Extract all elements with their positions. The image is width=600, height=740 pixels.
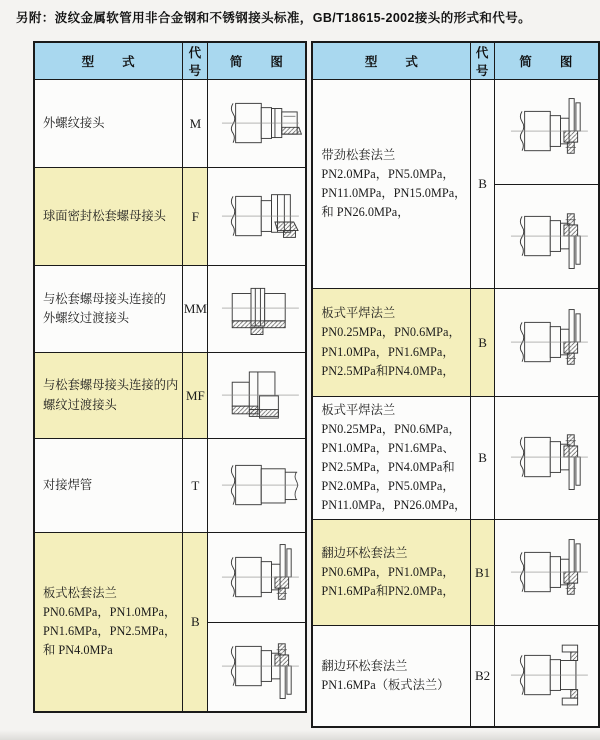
header-cell-type: 型 式 [34, 42, 183, 80]
diagram-cell [208, 168, 306, 266]
type-text-line: 和 PN26.0MPa， [321, 205, 410, 220]
diagram-flange-bolt-up [499, 537, 593, 609]
table-row [312, 397, 599, 520]
diagram-cell [494, 185, 599, 289]
type-text-line: PN1.0MPa，PN1.6MPa， [321, 344, 455, 359]
type-cell [34, 80, 183, 168]
diagram-cell [208, 623, 306, 713]
code-cell: M [183, 80, 208, 168]
type-text-line: PN0.6MPa，PN1.0MPa， [321, 565, 455, 580]
type-text-line: PN0.25MPa，PN0.6MPa， [321, 325, 461, 340]
diagram-flange-bolt-up [499, 307, 593, 379]
table-row [34, 266, 306, 353]
diagram-wrap [495, 397, 598, 519]
type-text-line: 对接焊管 [43, 477, 93, 492]
code-cell: F [183, 168, 208, 266]
diagram-cell [208, 439, 306, 533]
code-cell: B [183, 533, 208, 713]
diagram-wrap [495, 626, 598, 726]
diagram-cell [494, 289, 599, 397]
table-row [34, 168, 306, 266]
diagram-wrap [208, 168, 305, 265]
type-text-line: 和 PN4.0MPa [43, 643, 113, 658]
table-row [34, 439, 306, 533]
type-text-line: 螺纹过渡接头 [43, 397, 117, 412]
table-row [312, 289, 599, 397]
diagram-loose-nut [210, 181, 304, 253]
diagram-cell [494, 520, 599, 626]
type-cell [34, 533, 183, 713]
diagram-cell [494, 626, 599, 728]
code-cell: MM [183, 266, 208, 353]
diagram-flange-flare-ring [499, 640, 593, 712]
code-cell: B [471, 289, 494, 397]
diagram-cell [208, 353, 306, 439]
type-text-line: 带劲松套法兰 [321, 147, 396, 162]
header-cell-diagram: 简 图 [208, 42, 306, 80]
type-cell [34, 439, 183, 533]
fitting-tables [33, 41, 600, 728]
diagram-wrap [208, 623, 305, 711]
type-cell [312, 397, 471, 520]
code-cell: MF [183, 353, 208, 439]
type-text-line: 翻边环松套法兰 [321, 659, 408, 674]
type-text-line: PN2.0MPa，PN5.0MPa， [321, 479, 455, 494]
table-right [311, 41, 600, 728]
diagram-flange-bolt-down [210, 631, 304, 703]
type-text-line: PN2.0MPa，PN5.0MPa， [321, 166, 455, 181]
type-cell [312, 289, 471, 397]
table-row [34, 533, 306, 623]
diagram-wrap [495, 80, 598, 184]
diagram-flange-bolt-up [210, 542, 304, 614]
diagram-male-thread [210, 88, 304, 160]
code-cell: B [471, 80, 494, 289]
diagram-wrap [208, 80, 305, 167]
type-cell [312, 626, 471, 728]
fitting-table-left [33, 41, 307, 713]
code-cell: B2 [471, 626, 494, 728]
diagram-cell [208, 533, 306, 623]
table-left [33, 41, 307, 728]
type-text-line: 板式平焊法兰 [321, 403, 396, 417]
diagram-wrap [208, 353, 305, 438]
fitting-table-right [311, 41, 600, 728]
type-text-line: PN1.6MPa，PN2.5MPa， [43, 624, 177, 638]
header-cell-code: 代号 [471, 42, 494, 80]
table-row [312, 520, 599, 626]
diagram-wrap [495, 289, 598, 396]
type-cell [34, 266, 183, 353]
type-text-line: PN2.5MPa和PN4.0MPa， [321, 363, 455, 378]
type-text-line: 外螺纹接头 [43, 115, 105, 130]
type-text-line: PN11.0MPa，PN15.0MPa， [321, 186, 467, 200]
diagram-wrap [495, 185, 598, 288]
type-text-line: PN0.25MPa，PN0.6MPa， [321, 422, 461, 437]
type-cell [312, 520, 471, 626]
table-row [312, 80, 599, 185]
code-cell: T [183, 439, 208, 533]
diagram-flange-bolt-down [499, 201, 593, 273]
code-cell: B1 [471, 520, 494, 626]
diagram-wrap [208, 439, 305, 532]
diagram-wrap [495, 520, 598, 625]
diagram-cell [494, 80, 599, 185]
header-cell-diagram: 简 图 [494, 42, 599, 80]
diagram-male-adapter [210, 273, 304, 345]
type-cell [312, 80, 471, 289]
type-text-line: 与松套螺母接头连接的内 [43, 378, 179, 393]
diagram-flange-bolt-down [499, 422, 593, 494]
type-text-line: PN1.6MPa和PN2.0MPa， [321, 584, 455, 599]
type-text-line: 与松套螺母接头连接的 [43, 291, 166, 306]
type-text-line: 板式平焊法兰 [321, 306, 396, 321]
diagram-wrap [208, 533, 305, 622]
type-text-line: 外螺纹过渡接头 [43, 311, 130, 325]
page-title: 另附：波纹金属软管用非合金钢和不锈钢接头标准，GB/T18615-2002接头的形式和代号。 [16, 11, 531, 25]
diagram-cell [208, 80, 306, 168]
type-text-line: PN0.6MPa，PN1.0MPa， [43, 604, 177, 619]
diagram-flange-bolt-up [499, 96, 593, 168]
diagram-wrap [208, 266, 305, 352]
type-text-line: PN1.6MPa（板式法兰） [321, 678, 450, 693]
diagram-cell [494, 397, 599, 520]
type-text-line: PN11.0MPa，PN26.0MPa， [321, 498, 467, 513]
type-text-line: 球面密封松套螺母接头 [43, 208, 166, 223]
table-row [34, 353, 306, 439]
type-text-line: 板式松套法兰 [43, 585, 117, 600]
diagram-female-adapter [210, 360, 304, 432]
table-row [312, 626, 599, 728]
type-text-line: 翻边环松套法兰 [321, 546, 408, 561]
diagram-butt-weld [210, 450, 304, 522]
type-text-line: PN2.5MPa，PN4.0MPa和 [321, 460, 455, 475]
code-cell: B [471, 397, 494, 520]
type-text-line: PN1.0MPa，PN1.6MPa、 [321, 441, 455, 456]
table-row [34, 80, 306, 168]
type-cell [34, 353, 183, 439]
type-cell [34, 168, 183, 266]
header-cell-type: 型 式 [312, 42, 471, 80]
diagram-cell [208, 266, 306, 353]
header-cell-code: 代号 [183, 42, 208, 80]
